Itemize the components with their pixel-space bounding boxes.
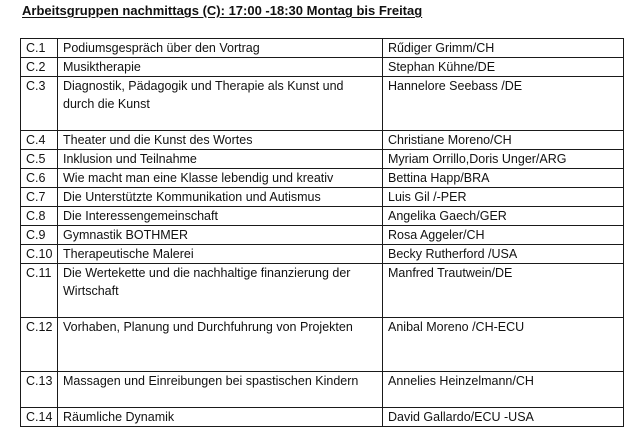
row-topic: Gymnastik BOTHMER xyxy=(58,226,383,245)
row-topic: Theater und die Kunst des Wortes xyxy=(58,131,383,150)
row-code: C.8 xyxy=(21,207,58,226)
table-row xyxy=(21,318,624,372)
table-row xyxy=(21,188,624,207)
row-topic: Inklusion und Teilnahme xyxy=(58,150,383,169)
row-leader: Bettina Happ/BRA xyxy=(383,169,624,188)
row-code: C.9 xyxy=(21,226,58,245)
table-row xyxy=(21,264,624,318)
table-row xyxy=(21,58,624,77)
row-code: C.13 xyxy=(21,372,58,408)
row-topic: Therapeutische Malerei xyxy=(58,245,383,264)
table-row xyxy=(21,169,624,188)
row-topic: Die Wertekette und die nachhaltige finanzierung der Wirtschaft xyxy=(58,264,383,318)
row-topic: Räumliche Dynamik xyxy=(58,408,383,427)
row-leader: Luis Gil /-PER xyxy=(383,188,624,207)
row-topic: Diagnostik, Pädagogik und Therapie als Kunst und durch die Kunst xyxy=(58,77,383,131)
row-code: C.6 xyxy=(21,169,58,188)
row-leader: Anibal Moreno /CH-ECU xyxy=(383,318,624,372)
workgroups-table xyxy=(20,38,624,427)
row-code: C.11 xyxy=(21,264,58,318)
row-leader: Rosa Aggeler/CH xyxy=(383,226,624,245)
row-topic: Die Unterstützte Kommunikation und Autismus xyxy=(58,188,383,207)
row-topic: Wie macht man eine Klasse lebendig und kreativ xyxy=(58,169,383,188)
row-code: C.7 xyxy=(21,188,58,207)
row-leader: David Gallardo/ECU -USA xyxy=(383,408,624,427)
table-row xyxy=(21,372,624,408)
table-row xyxy=(21,77,624,131)
row-topic: Podiumsgespräch über den Vortrag xyxy=(58,39,383,58)
row-code: C.14 xyxy=(21,408,58,427)
row-topic: Vorhaben, Planung und Durchfuhrung von Projekten xyxy=(58,318,383,372)
row-topic: Musiktherapie xyxy=(58,58,383,77)
row-topic: Massagen und Einreibungen bei spastischen Kindern xyxy=(58,372,383,408)
row-leader: Rűdiger Grimm/CH xyxy=(383,39,624,58)
row-code: C.12 xyxy=(21,318,58,372)
row-code: C.2 xyxy=(21,58,58,77)
row-leader: Stephan Kühne/DE xyxy=(383,58,624,77)
row-code: C.3 xyxy=(21,77,58,131)
row-leader: Annelies Heinzelmann/CH xyxy=(383,372,624,408)
row-code: C.5 xyxy=(21,150,58,169)
table-row xyxy=(21,226,624,245)
table-row xyxy=(21,131,624,150)
table-row xyxy=(21,39,624,58)
table-row xyxy=(21,150,624,169)
row-leader: Angelika Gaech/GER xyxy=(383,207,624,226)
table-row xyxy=(21,408,624,427)
row-topic: Die Interessengemeinschaft xyxy=(58,207,383,226)
row-code: C.1 xyxy=(21,39,58,58)
row-leader: Hannelore Seebass /DE xyxy=(383,77,624,131)
row-code: C.10 xyxy=(21,245,58,264)
table-row xyxy=(21,245,624,264)
row-code: C.4 xyxy=(21,131,58,150)
document-title: Arbeitsgruppen nachmittags (C): 17:00 -18:30 Montag bis Freitag xyxy=(22,3,423,18)
row-leader: Manfred Trautwein/DE xyxy=(383,264,624,318)
row-leader: Myriam Orrillo,Doris Unger/ARG xyxy=(383,150,624,169)
table-row xyxy=(21,207,624,226)
row-leader: Christiane Moreno/CH xyxy=(383,131,624,150)
row-leader: Becky Rutherford /USA xyxy=(383,245,624,264)
